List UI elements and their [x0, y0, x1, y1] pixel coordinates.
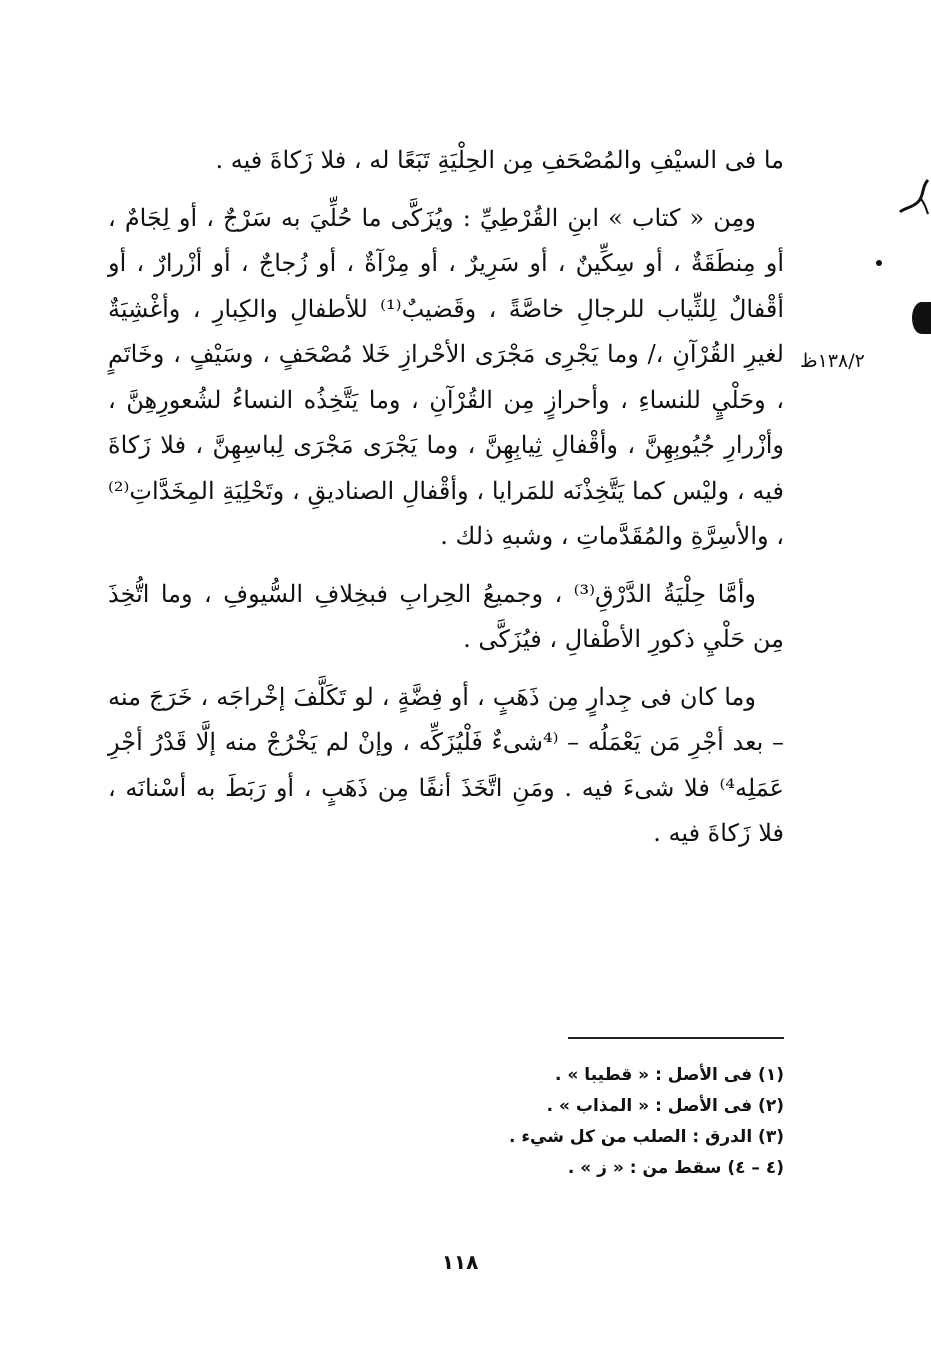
page-number: ١١٨ [441, 1250, 479, 1274]
footnotes [400, 1060, 784, 1184]
paragraph-2: ومِن « كتاب » ابنِ القُرْطِيِّ : ويُزَكَّى ما حُلِّيَ به سَرْجٌ ، أو لِجَامٌ ، أو مِنطَقَةٌ ، أو سِكِّينٌ ، أو سَرِيرٌ ، أو مِرْآةٌ ، أو زُجاجٌ ، أو أزْرارٌ ، أو أقْفالٌ لِلثِّياب للرجالِ خاصَّةً ، وقَضيبٌ⁽¹⁾ للأطفالِ والكِبارِ ، وأغْشِيَةٌ لغيرِ القُرْآنِ ،/ وما يَجْرِى مَجْرَى الأحْرازِ خَلا مُصْحَفٍ ، وسَيْفٍ ، وخَاتَمٍ ، وحَلْيٍ للنساءِ ، وأحرازٍ مِن القُرْآنِ ، وما يَتَّخِذُه النساءُ لشُعورِهِنَّ ، وأزْرارِ جُيُوبِهِنَّ ، وأقْفالِ ثِيابِهِنَّ ، وما يَجْرَى مَجْرَى لِباسِهِنَّ ، فلا زَكاةَ فيه ، وليْس كما يَتَّخِذْنَه للمَرايا ، وأقْفالِ الصناديقِ ، وتَحْلِيَةِ المِخَدَّاتِ⁽²⁾ ، والأسِرَّةِ والمُقَدَّماتِ ، وشبهِ ذلك . [108, 203, 785, 550]
footnote-divider [568, 1037, 784, 1039]
paragraph-3: وأمَّا حِلْيَةُ الدَّرْقِ⁽³⁾ ، وجميعُ الحِرابِ فبخِلافِ السُّيوفِ ، وما اتُّخِذَ مِن حَلْيِ ذكورِ الأطْفالِ ، فيُزَكَّى . [108, 579, 784, 653]
margin-folio-marker: ١٣٨/٢ظ [800, 350, 865, 372]
footnote-3: (٣) الدرق : الصلب من كل شيء . [508, 1127, 784, 1147]
scan-edge-dot [876, 260, 882, 266]
paragraph-4: وما كان فى جِدارٍ مِن ذَهَبٍ ، أو فِضَّةٍ ، لو تَكَلَّفَ إخْراجَه ، خَرَجَ منه – بعد أجْرِ مَن يَعْمَلُه – ⁽⁴شىءٌ فَلْيُزَكِّه ، وإنْ لم يَخْرُجْ منه إلَّا قَدْرُ أجْرِ عَمَلِه⁴⁾ فلا شىءَ فيه . ومَنِ اتَّخَذَ أنفًا مِن ذَهَبٍ ، أو رَبَطَ به أسْنانَه ، فلا زَكاةَ فيه . [108, 682, 784, 847]
main-text [108, 138, 784, 869]
footnote-2: (٢) فى الأصل : « المذاب » . [546, 1096, 784, 1116]
paragraph-1: ما فى السيْفِ والمُصْحَفِ مِن الحِلْيَةِ تَبَعًا له ، فلا زَكاةَ فيه . [215, 146, 784, 174]
footnote-1: (١) فى الأصل : « قطيبا » . [555, 1065, 784, 1085]
scan-edge-mark [898, 178, 931, 218]
footnote-4: (٤ – ٤) سقط من : « ز » . [567, 1158, 784, 1178]
scan-edge-blot [912, 302, 931, 334]
